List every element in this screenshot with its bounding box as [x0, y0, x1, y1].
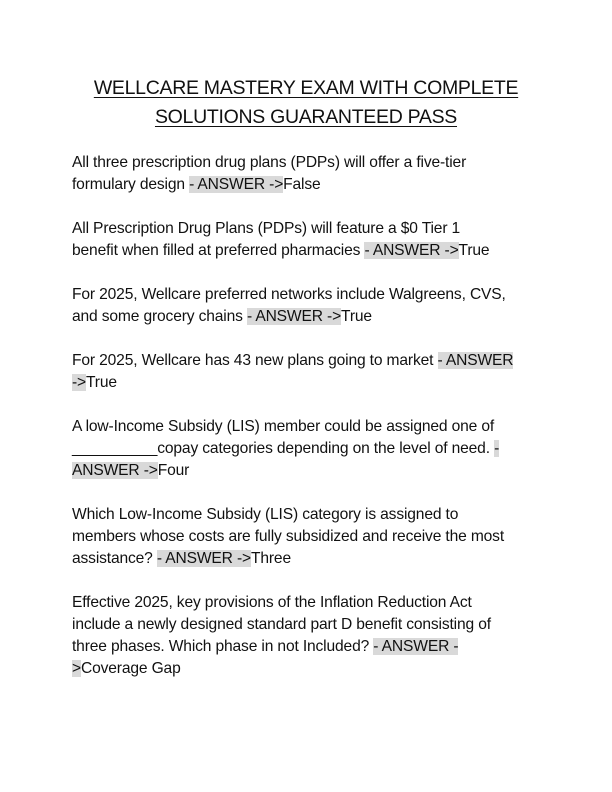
text-line — [72, 636, 542, 658]
text-line — [72, 504, 542, 526]
question-answer-item — [72, 592, 542, 680]
question-answer-item — [72, 218, 542, 262]
question-answer-list — [72, 152, 542, 702]
question-text: benefit when filled at preferred pharmacies — [72, 242, 365, 259]
question-answer-item — [72, 350, 542, 394]
question-text: For 2025, Wellcare preferred networks include Walgreens, CVS, — [72, 286, 506, 303]
question-text: three phases. Which phase in not Included? — [72, 638, 374, 655]
text-line — [72, 460, 542, 482]
answer-marker-highlight: - ANSWER - — [373, 638, 459, 655]
question-text: Which Low-Income Subsidy (LIS) category is assigned to — [72, 506, 459, 523]
answer-text: True — [458, 242, 490, 259]
answer-marker-highlight: - ANSWER -> — [189, 176, 284, 193]
answer-marker-highlight: ANSWER -> — [72, 462, 158, 479]
answer-marker-highlight: -> — [72, 374, 86, 391]
title-line: WELLCARE MASTERY EXAM WITH COMPLETE — [93, 77, 519, 99]
text-line — [72, 592, 542, 614]
question-text: assistance? — [72, 550, 157, 567]
text-line — [72, 240, 542, 262]
answer-text: True — [86, 374, 117, 391]
question-answer-item — [72, 284, 542, 328]
question-answer-item — [72, 152, 542, 196]
answer-marker-highlight: - ANSWER -> — [156, 550, 251, 567]
answer-text: Three — [250, 550, 291, 567]
text-line — [72, 174, 542, 196]
question-text: __________copay categories depending on the level of need. — [72, 440, 495, 457]
question-text: and some grocery chains — [72, 308, 247, 325]
question-text: For 2025, Wellcare has 43 new plans going to market — [72, 352, 438, 369]
question-text: formulary design — [72, 176, 190, 193]
text-line — [72, 526, 542, 548]
text-line — [72, 614, 542, 636]
question-answer-item — [72, 416, 542, 482]
question-text: All Prescription Drug Plans (PDPs) will feature a $0 Tier 1 — [72, 220, 461, 237]
question-text: A low-Income Subsidy (LIS) member could be assigned one of — [72, 418, 495, 435]
answer-marker-highlight: - ANSWER -> — [246, 308, 342, 325]
text-line — [72, 306, 542, 328]
text-line — [72, 218, 542, 240]
question-text: members whose costs are fully subsidized and receive the most — [72, 528, 505, 545]
title-line: SOLUTIONS GUARANTEED PASS — [154, 106, 458, 128]
answer-text: False — [283, 176, 321, 193]
text-line — [72, 416, 542, 438]
answer-text: True — [341, 308, 372, 325]
question-text: include a newly designed standard part D benefit consisting of — [72, 616, 491, 633]
question-text: All three prescription drug plans (PDPs) will offer a five-tier — [72, 154, 467, 171]
question-text: Effective 2025, key provisions of the Inflation Reduction Act — [72, 594, 472, 611]
answer-marker-highlight: - ANSWER -> — [364, 242, 459, 259]
text-line — [72, 548, 542, 570]
question-answer-item — [72, 504, 542, 570]
text-line — [72, 284, 542, 306]
text-line — [72, 438, 542, 460]
text-line — [72, 152, 542, 174]
answer-text: Four — [157, 462, 190, 479]
answer-text: Coverage Gap — [80, 660, 181, 677]
answer-marker-highlight: - — [494, 440, 500, 457]
text-line — [72, 658, 542, 680]
answer-marker-highlight: > — [72, 660, 81, 677]
text-line — [72, 372, 542, 394]
text-line — [72, 350, 542, 372]
answer-marker-highlight: - ANSWER — [437, 352, 514, 369]
document-title — [0, 74, 612, 132]
